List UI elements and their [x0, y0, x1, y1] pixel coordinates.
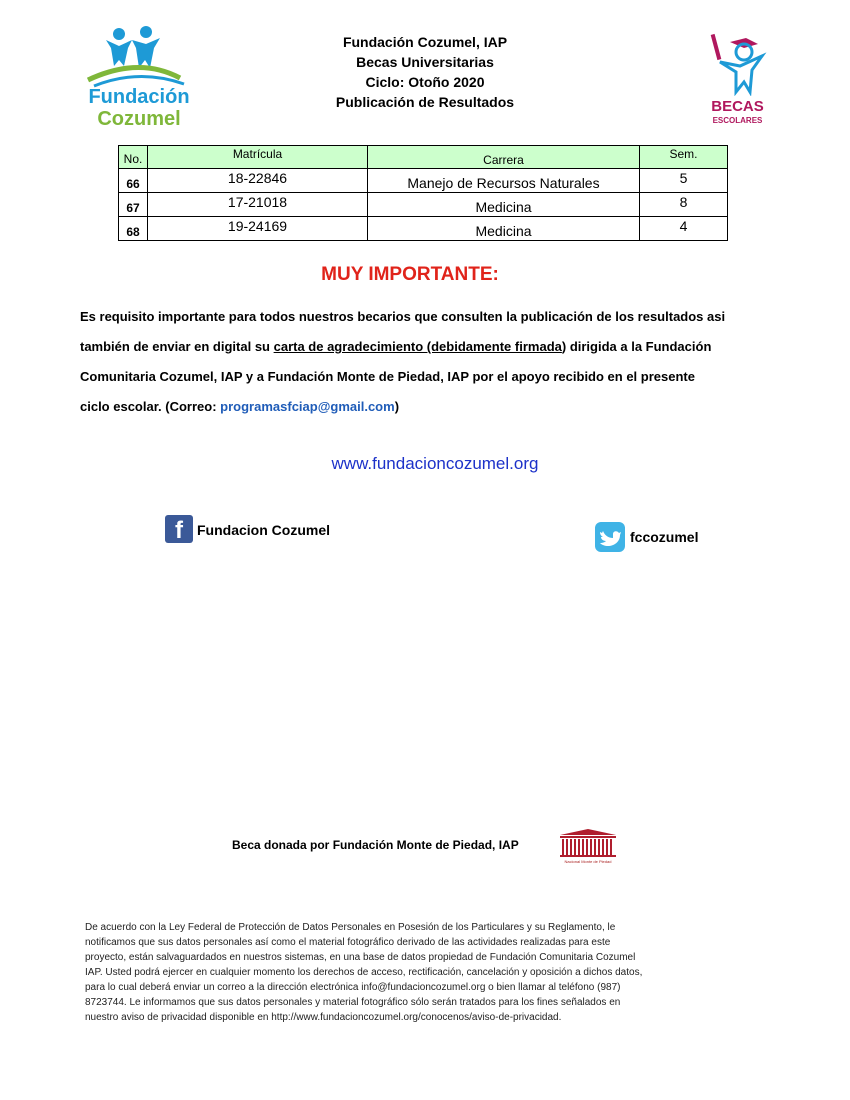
website-link[interactable]: www.fundacioncozumel.org	[331, 454, 539, 473]
contact-email-link[interactable]: programasfciap@gmail.com	[220, 399, 395, 414]
table-row	[119, 193, 728, 217]
cell-matricula: 17-21018	[148, 193, 368, 217]
important-line-4	[80, 392, 780, 422]
cell-carrera: Medicina	[368, 193, 640, 217]
header-line-2: Becas Universitarias	[356, 54, 494, 70]
important-line-2	[80, 332, 780, 362]
privacy-line: 8723744. Le informamos que sus datos personales y material fotográfico sólo serán tratados para los fines señalados en	[85, 997, 621, 1008]
results-table	[118, 145, 728, 241]
important-line-1: Es requisito importante para todos nuestros becarios que consulten la publicación de los resultados asi	[80, 309, 726, 324]
logo-left-text-2: Cozumel	[97, 108, 181, 130]
cell-matricula: 18-22846	[148, 169, 368, 193]
cell-carrera: Manejo de Recursos Naturales	[368, 169, 640, 193]
privacy-line: para lo cual deberá enviar un correo a la dirección electrónica info@fundacioncozumel.org o bien llamar al teléfono (987)	[85, 982, 621, 993]
becas-escolares-logo	[700, 30, 775, 125]
header-line-1: Fundación Cozumel, IAP	[342, 34, 508, 50]
cell-carrera: Medicina	[368, 217, 640, 241]
cell-no: 66	[119, 169, 148, 193]
col-header-matricula: Matrícula	[148, 146, 368, 169]
important-line-2-end: ) dirigida a la Fundación	[561, 339, 712, 354]
important-heading: MUY IMPORTANTE:	[321, 264, 499, 285]
logo-right-text-1: BECAS	[711, 98, 764, 115]
cell-sem: 8	[640, 193, 728, 217]
important-line-2-start: también de enviar en digital su	[80, 339, 274, 354]
facebook-icon: f	[165, 515, 193, 543]
cell-no: 67	[119, 193, 148, 217]
donation-text: Beca donada por Fundación Monte de Piedad, IAP	[232, 838, 519, 852]
privacy-line: De acuerdo con la Ley Federal de Protección de Datos Personales en Posesión de los Particulares y su Reglamento, le	[85, 922, 616, 933]
table-header-row	[119, 146, 728, 169]
privacy-line: IAP. Usted podrá ejercer en cualquier momento los derechos de acceso, rectificación, cancelación y oposición a dichos datos,	[85, 967, 643, 978]
important-line-4-end: )	[394, 399, 400, 414]
table-row	[119, 169, 728, 193]
important-paragraph	[80, 302, 780, 422]
logo-left-text-1: Fundación	[88, 86, 190, 108]
facebook-label: Fundacion Cozumel	[197, 522, 330, 538]
twitter-icon	[595, 522, 625, 552]
logo-right-text-2: ESCOLARES	[712, 116, 763, 125]
fundacion-cozumel-logo	[84, 26, 194, 130]
col-header-no: No.	[119, 146, 148, 169]
header-line-3: Ciclo: Otoño 2020	[365, 74, 485, 90]
cell-no: 68	[119, 217, 148, 241]
cell-sem: 4	[640, 217, 728, 241]
important-line-4-start: ciclo escolar. (Correo:	[80, 399, 221, 414]
privacy-line: proyecto, están salvaguardados en nuestros sistemas, en una base de datos propiedad de Fundación Comunitaria Cozumel	[85, 952, 636, 963]
col-header-carrera: Carrera	[368, 146, 640, 169]
people-figures-icon	[84, 26, 194, 90]
monte-logo-text: Nacional Monte de Piedad	[564, 859, 612, 864]
privacy-line: nuestro aviso de privacidad disponible en http://www.fundacioncozumel.org/conocenos/aviso-de-privacidad.	[85, 1012, 562, 1023]
header-line-4: Publicación de Resultados	[335, 94, 515, 110]
page-header	[250, 32, 600, 112]
cell-matricula: 19-24169	[148, 217, 368, 241]
table-row	[119, 217, 728, 241]
twitter-label: fccozumel	[630, 529, 699, 545]
privacy-notice	[85, 920, 765, 1025]
monte-de-piedad-logo	[556, 827, 620, 867]
graduate-figure-icon	[700, 30, 775, 96]
important-line-3: Comunitaria Cozumel, IAP y a Fundación Monte de Piedad, IAP por el apoyo recibido en el presente	[80, 369, 695, 384]
cell-sem: 5	[640, 169, 728, 193]
thank-you-letter-text: carta de agradecimiento (debidamente firmada	[273, 339, 562, 354]
col-header-sem: Sem.	[640, 146, 728, 169]
building-icon	[556, 827, 620, 859]
privacy-line: notificamos que sus datos personales así como el material fotográfico derivado de las actividades realizadas para este	[85, 937, 611, 948]
